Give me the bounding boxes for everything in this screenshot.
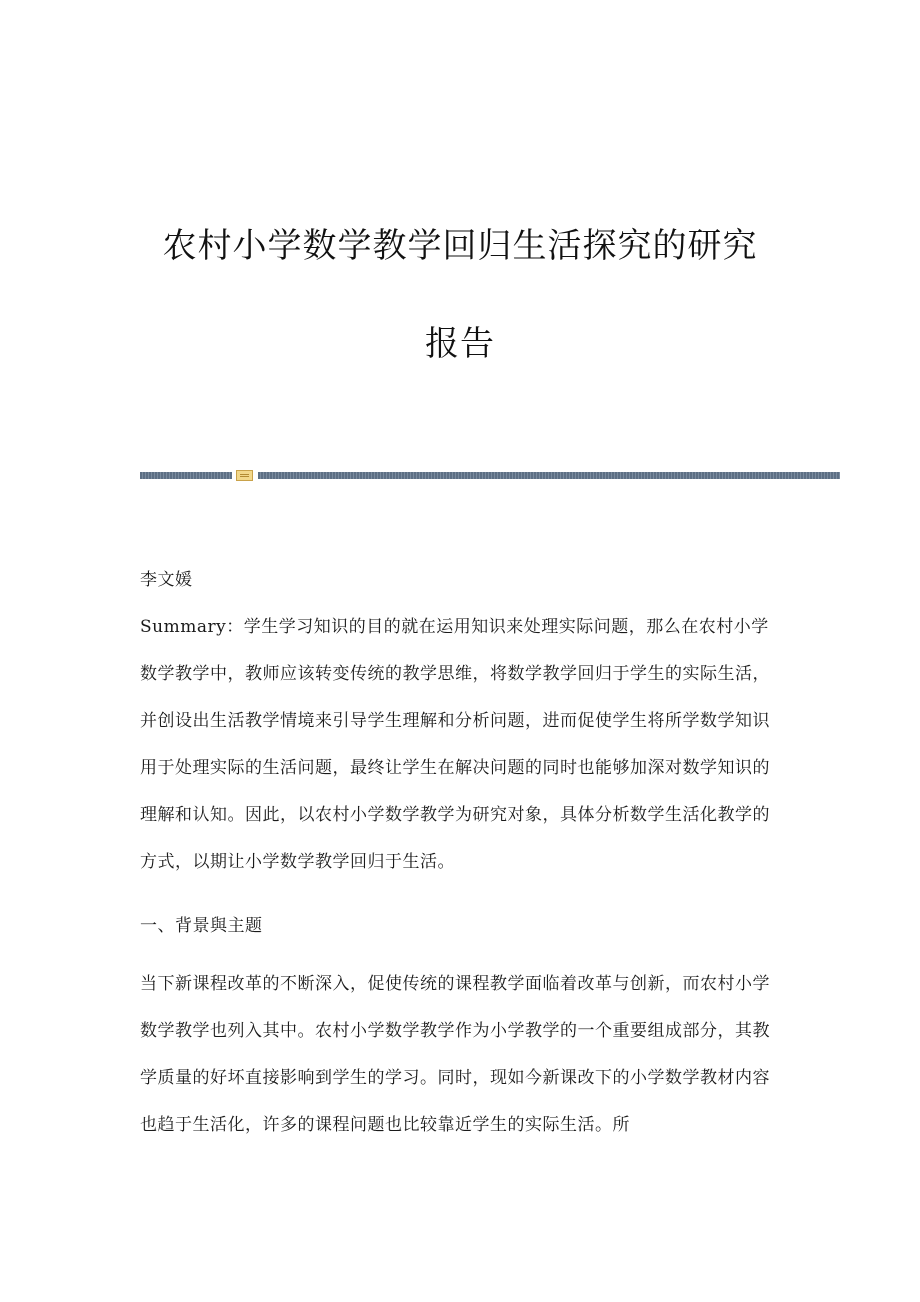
section-heading: 一、背景與主题 xyxy=(140,916,263,936)
body-paragraph: 当下新课程改革的不断深入，促使传统的课程教学面临着改革与创新，而农村小学数学教学也列入其中。农村小学数学教学作为小学教学的一个重要组成部分，其教学质量的好坏直接影响到学生的学习。同时，现如今新课改下的小学数学教材内容也趋于生活化，许多的课程问题也比较靠近学生的实际生活。所 xyxy=(140,974,770,1135)
divider-ornament-icon xyxy=(236,470,253,481)
divider-bar-left xyxy=(140,472,232,479)
author-name: 李文媛 xyxy=(140,570,193,590)
document-title-line-2: 报告 xyxy=(425,324,495,364)
divider-bar-right xyxy=(258,472,840,479)
summary-paragraph: Summary：学生学习知识的目的就在运用知识来处理实际问题，那么在农村小学数学教学中，教师应该转变传统的教学思维，将数学教学回归于学生的实际生活，并创设出生活教学情境来引导学生理解和分析问题，进而促使学生将所学数学知识用于处理实际的生活问题，最终让学生在解决问题的同时也能够加深对数学知识的理解和认知。因此，以农村小学数学教学为研究对象，具体分析数学生活化教学的方式，以期让小学数学教学回归于生活。 xyxy=(140,617,770,872)
title-divider xyxy=(140,468,840,482)
document-title-line-1: 农村小学数学教学回归生活探究的研究 xyxy=(162,226,758,266)
